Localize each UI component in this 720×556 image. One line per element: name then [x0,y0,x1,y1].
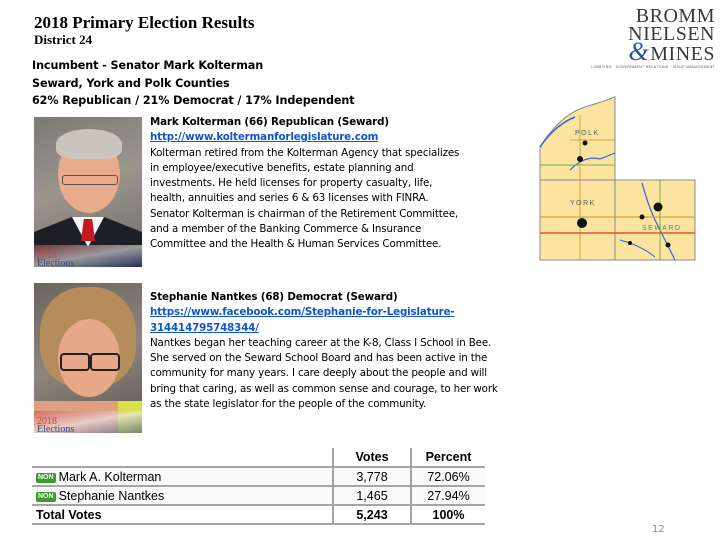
candidate-name: Stephanie Nantkes [58,488,165,503]
percent-cell: 72.06% [411,467,485,486]
candidate-heading: Mark Kolterman (66) Republican (Seward) [150,116,389,128]
city-marker [583,141,588,146]
bio-line: health, annuities and series 6 & 63 licenses with FINRA. [150,192,429,205]
link-line-1: https://www.facebook.com/Stephanie-for-Legislature- [150,306,455,319]
votes-cell: 1,465 [333,486,411,505]
column-header-votes: Votes [333,448,411,467]
logo-line-3 [590,37,715,66]
logo-tagline: LOBBYING · GOVERNMENT RELATIONS · ISSUE MANAGEMENT [590,65,715,69]
city-marker [640,215,645,220]
polk-county-shape [540,97,615,180]
results-table [32,448,485,525]
bio-line: Committee and the Health & Human Services Committee. [150,238,442,251]
bio-line: She served on the Seward School Board and has been active in the [150,352,488,365]
column-header-candidate [32,448,333,467]
party-breakdown-line: 62% Republican / 21% Democrat / 17% Independent [32,94,355,107]
total-percent: 100% [411,505,485,524]
candidate-photo-kolterman [34,117,142,267]
candidate-facebook-link[interactable] [150,305,520,336]
candidate-kolterman [150,115,490,253]
candidate-website-link[interactable]: http://www.koltermanforlegislature.com [150,131,379,144]
city-marker [577,218,587,228]
total-votes: 5,243 [333,505,411,524]
candidate-bio [150,146,490,253]
glasses-right-shape [90,353,120,371]
nonpartisan-badge: NON [38,473,54,481]
total-row [32,505,485,524]
york-county-shape [540,180,615,260]
bio-line: community for many years. I care deeply about the people and will [150,367,487,380]
logo-line-2: NIELSEN [628,23,715,45]
logo-ampersand: & [628,37,650,66]
bio-line: in employee/executive benefits, estate planning and [150,161,414,174]
bio-line: investments. He held licenses for property casualty, life, [150,177,433,190]
column-header-percent: Percent [411,448,485,467]
district-summary [32,57,355,110]
bio-line: Kolterman retired from the Kolterman Agency that specializes [150,146,460,159]
company-logo [590,7,715,69]
city-marker [654,203,663,212]
link-line-2: 314414795748344/ [150,321,259,334]
city-marker [628,241,632,245]
logo-line-1: BROMM [635,5,715,27]
percent-cell: 27.94% [411,486,485,505]
candidate-cell [32,486,333,505]
banner-year: 2018 [37,250,57,261]
city-marker [577,156,583,162]
glasses-left-shape [60,353,90,371]
logo-line-3-text: MINES [650,43,715,65]
table-row [32,486,485,505]
nonpartisan-badge: NON [38,492,54,500]
county-label-seward: SEWARD [642,225,682,232]
votes-cell: 3,778 [333,467,411,486]
candidate-nantkes [150,290,520,412]
page-number: 12 [652,524,665,535]
page-title: 2018 Primary Election Results [34,13,255,32]
candidate-bio [150,336,520,412]
county-label-polk: POLK [575,130,600,137]
candidate-photo-nantkes [34,283,142,433]
city-marker [666,243,671,248]
counties-line: Seward, York and Polk Counties [32,76,230,90]
bio-line: bring that caring, as well as common sense and courage, to her work [150,382,498,395]
bio-line: and a member of the Banking Commerce & Insurance [150,223,422,236]
incumbent-line: Incumbent - Senator Mark Kolterman [32,59,264,72]
candidate-name: Mark A. Kolterman [58,469,162,484]
bio-line: Nantkes began her teaching career at the K-8, Class I School in Bee. [150,336,492,349]
banner-text: Elections [37,258,75,267]
glasses-shape [62,175,118,185]
table-row [32,467,485,486]
district-map [530,95,705,265]
banner-text: Elections [37,424,75,433]
candidate-cell [32,467,333,486]
hair-shape [56,129,122,159]
table-header-row [32,448,485,467]
candidate-heading: Stephanie Nantkes (68) Democrat (Seward) [150,291,398,303]
total-label: Total Votes [32,505,333,524]
county-label-york: YORK [570,200,596,207]
district-subtitle: District 24 [34,32,93,47]
banner-year: 2018 [37,416,57,427]
bio-line: as the state legislator for the people of the community. [150,398,427,411]
bio-line: Senator Kolterman is chairman of the Retirement Committee, [150,207,459,220]
